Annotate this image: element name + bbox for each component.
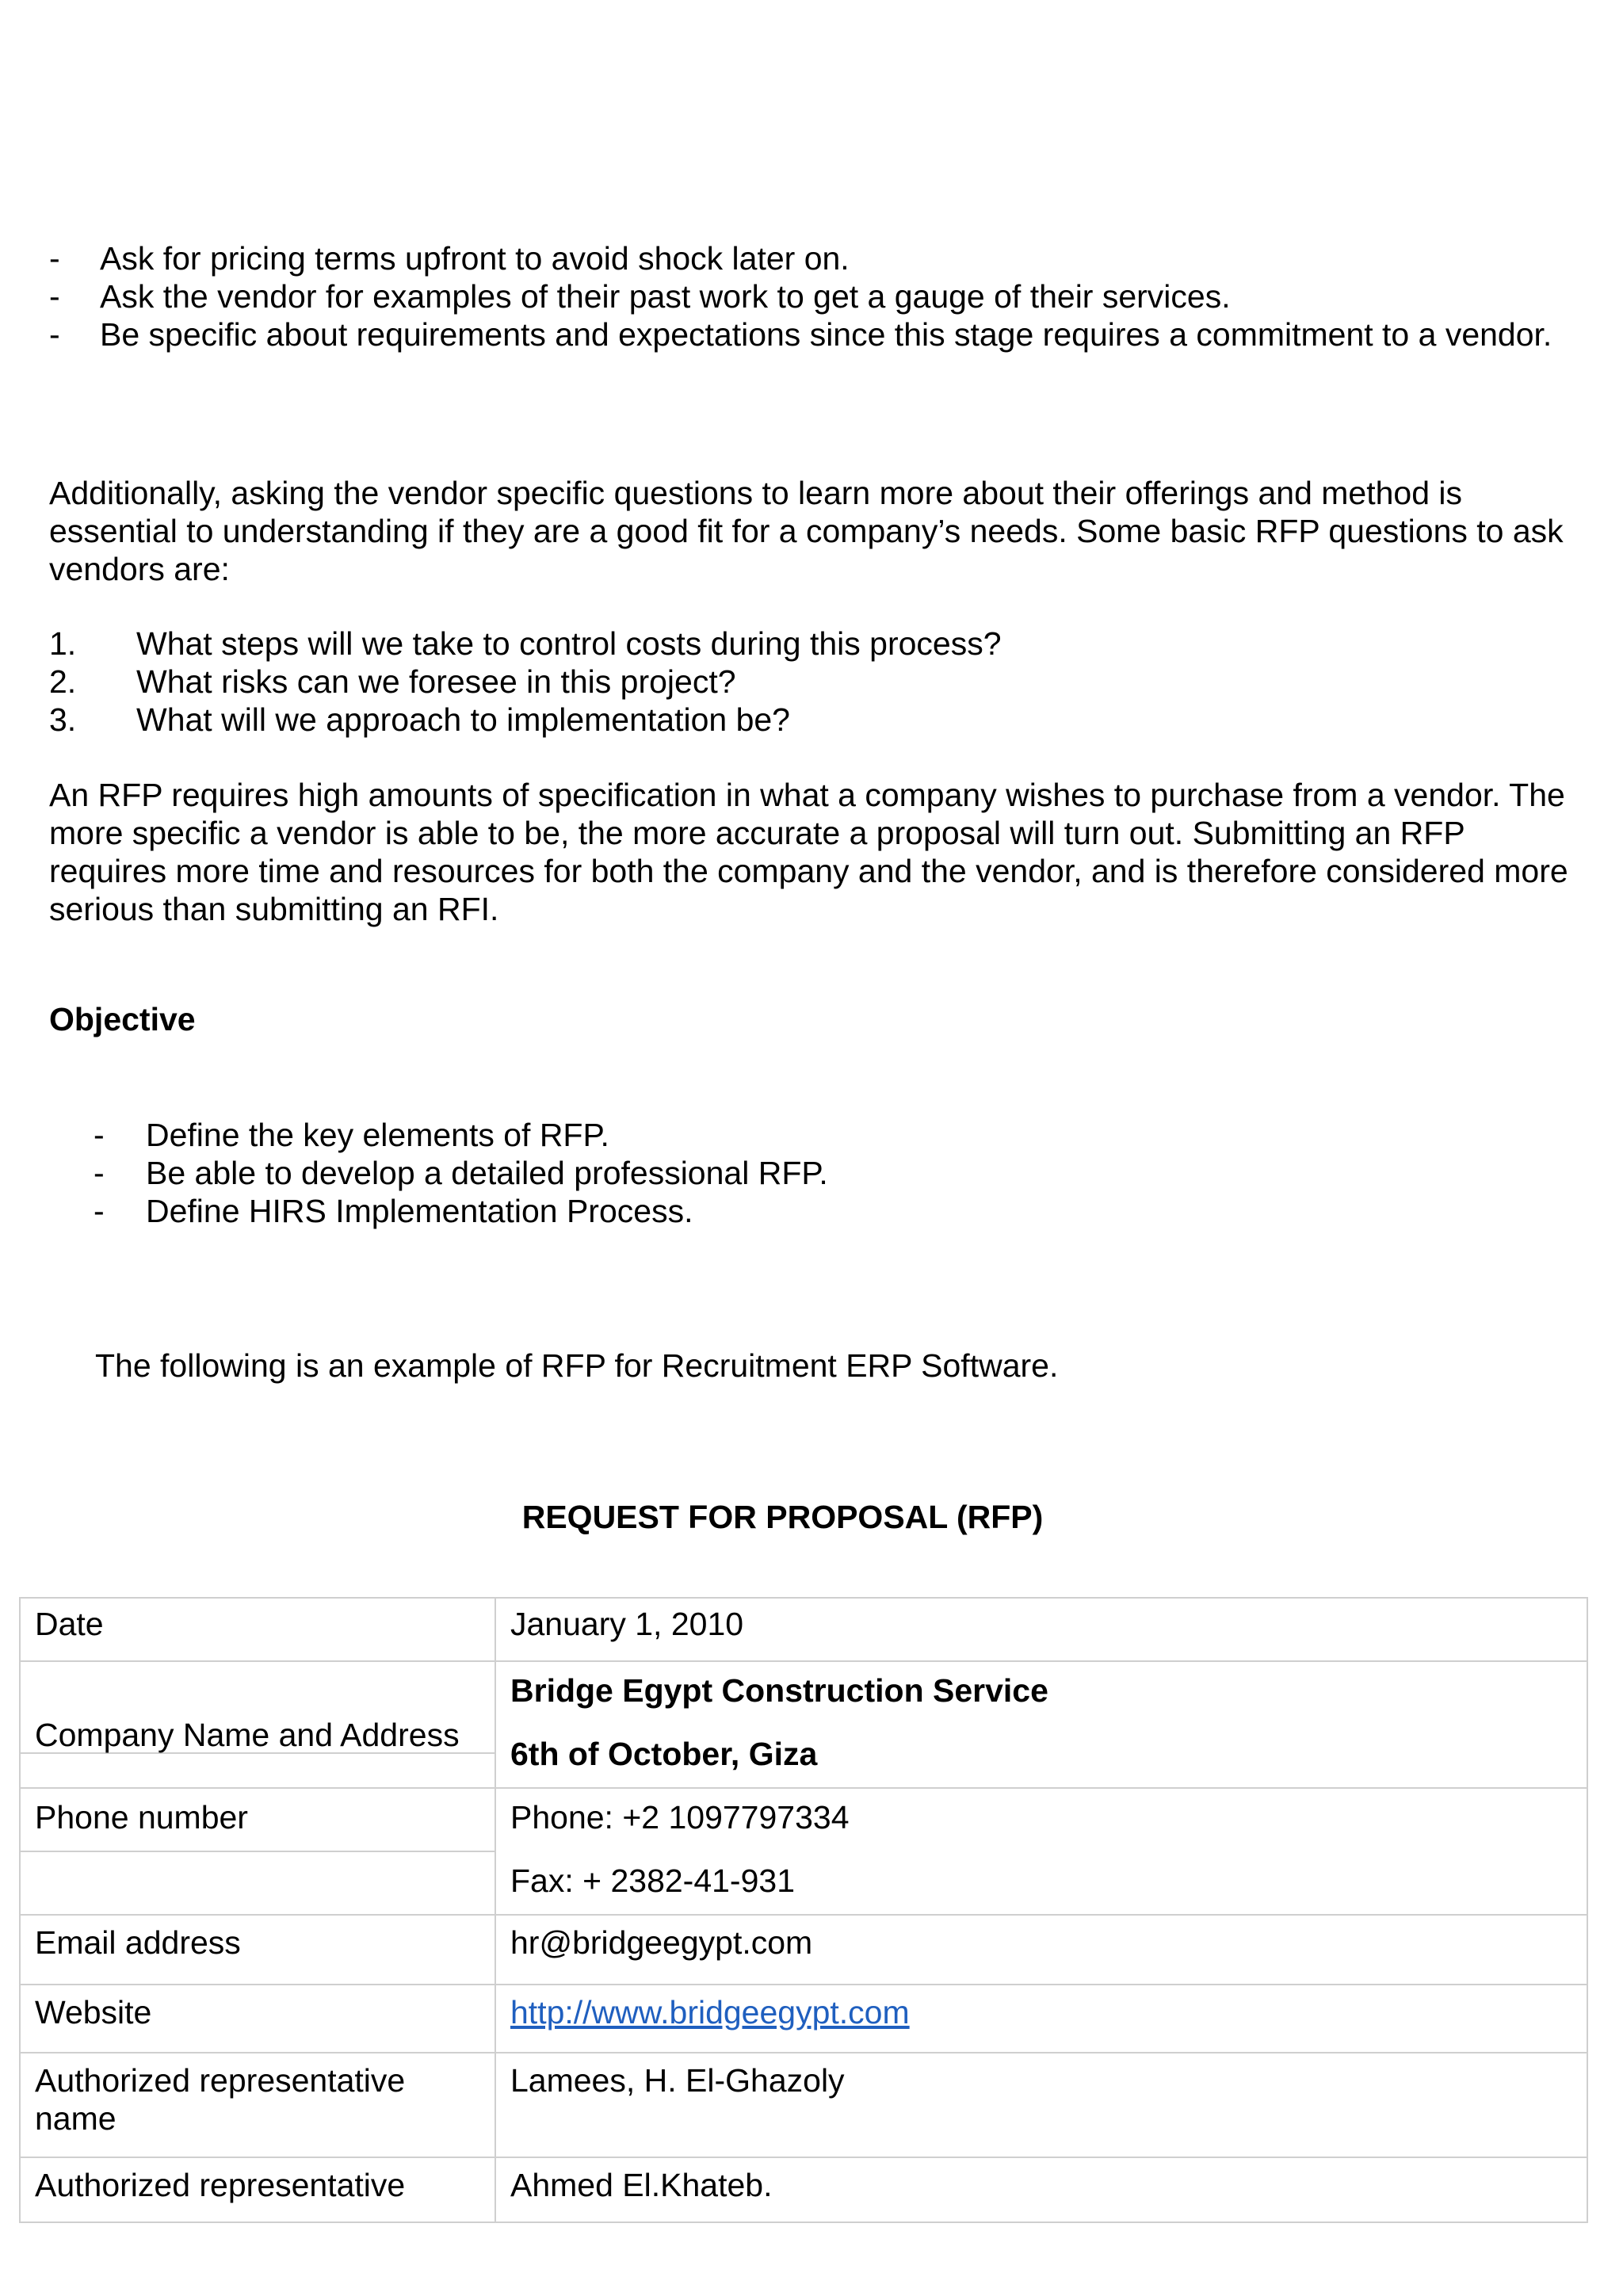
company-value-cell [495,1661,1587,1788]
list-text: What steps will we take to control costs during this process? [136,625,1002,662]
list-number: 1. [49,625,77,662]
company-name: Bridge Egypt Construction Service [510,1672,1048,1709]
list-item: - Ask the vendor for examples of their past work to get a gauge of their services. [48,277,1553,315]
auth-name-value: Lamees, H. El-Ghazoly [495,2053,1587,2157]
website-link[interactable]: http://www.bridgeegypt.com [510,1994,910,2030]
list-item: - Define the key elements of RFP. [92,1116,1518,1154]
fax-value: Fax: + 2382-41-931 [510,1862,795,1899]
website-label: Website [20,1985,495,2053]
rfp-paragraph: An RFP requires high amounts of specification in what a company wishes to purchase from a vendor. The more specific a vendor is able to be, the more accurate a proposal will turn out. Submitting an RFP requires more time and resources for both the company and the vendor, and is therefore considered more serious than submitting an RFI. [49,777,1568,927]
list-item: - Be able to develop a detailed professional RFP. [92,1154,1518,1192]
auth-name-label: Authorized representative name [20,2053,495,2157]
rfp-title: REQUEST FOR PROPOSAL (RFP) [521,1499,1044,1535]
table-row [20,1985,1587,2053]
questions-list [49,625,1476,739]
company-address: 6th of October, Giza [510,1736,818,1772]
objective-heading: Objective [49,1001,196,1037]
table-row [20,1598,1587,1661]
phone-label: Phone number [21,1789,495,1852]
list-item [49,625,1476,663]
table-row [20,2053,1587,2157]
email-value: hr@bridgeegypt.com [495,1915,1587,1985]
company-label: Company Name and Address [21,1662,495,1754]
table-row [20,1661,1587,1788]
list-text: What risks can we foresee in this project? [136,663,736,700]
email-label: Email address [20,1915,495,1985]
list-text: What will we approach to implementation be? [136,701,790,738]
table-row [20,1915,1587,1985]
list-item [49,663,1476,701]
list-item [49,701,1476,739]
rfp-details-table [19,1597,1588,2223]
list-number: 3. [49,701,77,738]
auth-value: Ahmed El.Khateb. [495,2157,1587,2222]
table-row [20,1788,1587,1915]
list-item: - Be specific about requirements and expectations since this stage requires a commitment to a vendor. [48,315,1553,353]
auth-label: Authorized representative [20,2157,495,2222]
table-row [20,2157,1587,2222]
list-item: - Ask for pricing terms upfront to avoid shock later on. [48,239,1553,277]
company-label-cell [20,1661,495,1788]
date-label: Date [20,1598,495,1661]
intro-paragraph: Additionally, asking the vendor specific questions to learn more about their offerings and method is essential to understanding if they are a good fit for a company’s needs. Some basic RFP questions to ask vendors are: [49,475,1564,587]
list-item: - Define HIRS Implementation Process. [92,1192,1518,1230]
phone-label-cell [20,1788,495,1915]
date-value: January 1, 2010 [495,1598,1587,1661]
list-number: 2. [49,663,77,700]
phone-label-spacer [21,1852,495,1914]
phone-value: Phone: +2 1097797334 [510,1799,850,1836]
company-label-spacer [21,1754,495,1787]
objective-list [92,1116,1518,1230]
intro-bullet-list [48,239,1553,353]
phone-value-cell [495,1788,1587,1915]
website-value-cell [495,1985,1587,2053]
example-intro-line: The following is an example of RFP for Recruitment ERP Software. [95,1347,1059,1384]
